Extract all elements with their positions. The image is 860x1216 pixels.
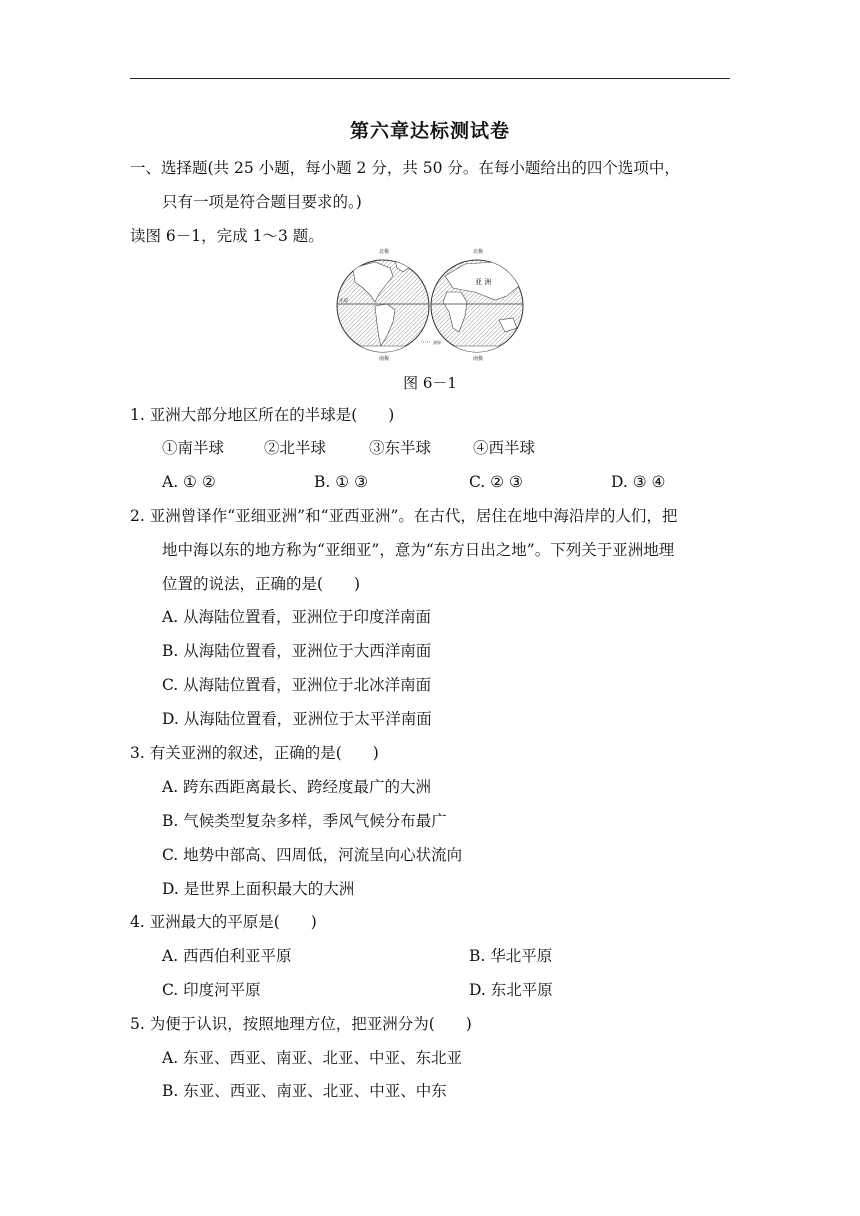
section-heading-cont: 只有一项是符合题目要求的。)	[162, 193, 362, 211]
q3-option-a[interactable]: A. 跨东西距离最长、跨经度最广的大洲	[162, 778, 432, 796]
q4-option-a[interactable]: A. 西西伯利亚平原	[162, 947, 292, 965]
figure-intro: 读图 6－1，完成 1～3 题。	[130, 227, 324, 245]
q2-option-d[interactable]: D. 从海陆位置看，亚洲位于太平洋南面	[162, 710, 432, 728]
q2-option-c[interactable]: C. 从海陆位置看，亚洲位于北冰洋南面	[162, 676, 432, 694]
q1-option-c[interactable]: C. ② ③	[469, 473, 523, 491]
north-pole-label-right: 北极	[473, 249, 484, 255]
question-2-stem: 2. 亚洲曾译作“亚细亚洲”和“亚西亚洲”。在古代，居住在地中海沿岸的人们，把	[130, 507, 678, 525]
q1-item-3: ③东半球	[369, 439, 432, 457]
q1-item-1: ①南半球	[162, 439, 225, 457]
question-3-stem: 3. 有关亚洲的叙述，正确的是( )	[130, 744, 379, 762]
question-4-stem: 4. 亚洲最大的平原是( )	[130, 913, 317, 931]
header-rule	[130, 78, 730, 79]
q4-option-b[interactable]: B. 华北平原	[469, 947, 553, 965]
figure-caption: 图 6－1	[403, 374, 457, 392]
question-2-stem-cont: 位置的说法，正确的是( )	[162, 575, 361, 593]
equator-label: 赤道	[339, 299, 348, 304]
q1-option-b[interactable]: B. ① ③	[314, 473, 368, 491]
q4-option-c[interactable]: C. 印度河平原	[162, 981, 261, 999]
north-pole-label-left: 北极	[379, 249, 390, 255]
q3-option-b[interactable]: B. 气候类型复杂多样，季风气候分布最广	[162, 812, 447, 830]
continent-boundary-legend: 洲界	[433, 340, 441, 345]
western-hemisphere	[337, 258, 429, 356]
q3-option-c[interactable]: C. 地势中部高、四周低，河流呈向心状流向	[162, 846, 463, 864]
q1-option-a[interactable]: A. ① ②	[162, 473, 216, 491]
question-1-stem: 1. 亚洲大部分地区所在的半球是( )	[130, 406, 395, 424]
question-2-stem-cont: 地中海以东的地方称为“亚细亚”，意为“东方日出之地”。下列关于亚洲地理	[162, 541, 675, 559]
q4-option-d[interactable]: D. 东北平原	[469, 981, 553, 999]
q5-option-a[interactable]: A. 东亚、西亚、南亚、北亚、中亚、东北亚	[162, 1049, 463, 1067]
question-5-stem: 5. 为便于认识，按照地理方位，把亚洲分为( )	[130, 1015, 472, 1033]
q1-option-d[interactable]: D. ③ ④	[611, 473, 666, 491]
q3-option-d[interactable]: D. 是世界上面积最大的大洲	[162, 880, 355, 898]
q2-option-b[interactable]: B. 从海陆位置看，亚洲位于大西洋南面	[162, 642, 432, 660]
q2-option-a[interactable]: A. 从海陆位置看，亚洲位于印度洋南面	[162, 608, 432, 626]
south-pole-label-right: 南极	[473, 356, 484, 362]
world-hemispheres-figure	[335, 246, 527, 362]
page-title: 第六章达标测试卷	[349, 120, 510, 142]
eastern-hemisphere	[431, 260, 523, 356]
q5-option-b[interactable]: B. 东亚、西亚、南亚、北亚、中亚、中东	[162, 1082, 447, 1100]
south-pole-label-left: 南极	[379, 356, 390, 362]
q1-item-2: ②北半球	[264, 439, 327, 457]
section-heading: 一、选择题(共 25 小题，每小题 2 分，共 50 分。在每小题给出的四个选项中，	[130, 159, 680, 177]
q1-item-4: ④西半球	[473, 439, 536, 457]
asia-label: 亚 洲	[475, 278, 492, 286]
